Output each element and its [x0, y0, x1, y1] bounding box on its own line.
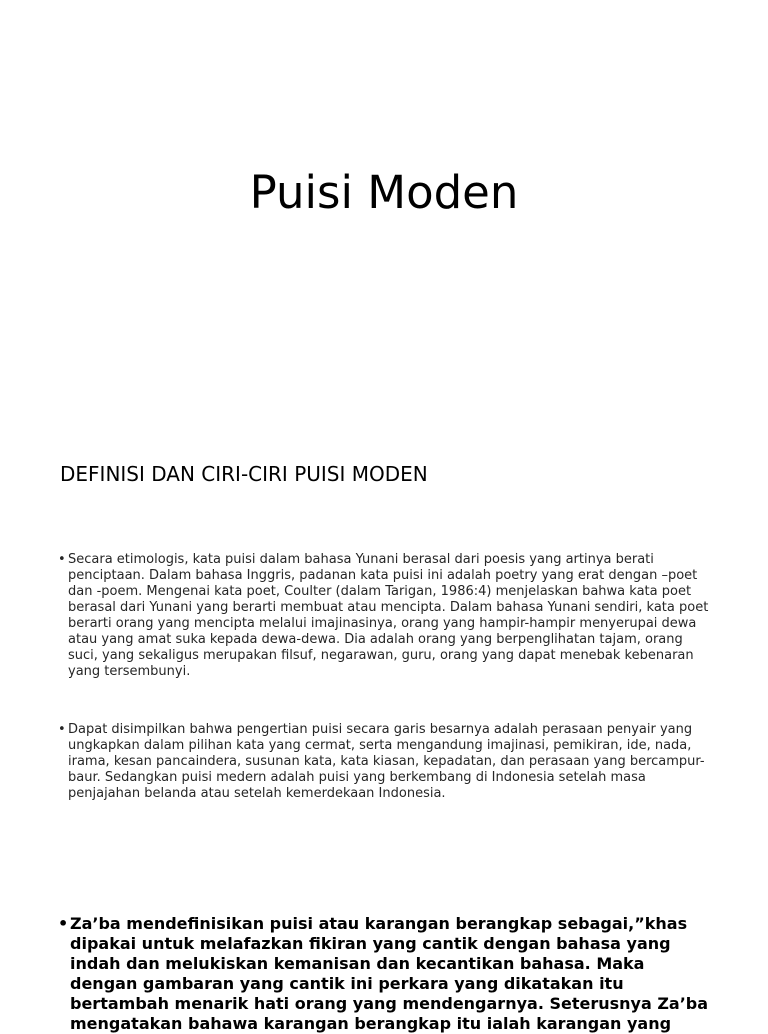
section-heading: DEFINISI DAN CIRI-CIRI PUISI MODEN [60, 462, 428, 486]
bullet-marker: • [58, 914, 69, 933]
bullet-item-etymology [58, 552, 710, 680]
bullet-text: Secara etimologis, kata puisi dalam bahasa Yunani berasal dari poesis yang artinya berati penciptaan. Dalam bahasa Inggris, padanan kata puisi ini adalah poetry yang erat dengan –poet dan -poem. Mengenai kata poet, Coulter (dalam Tarigan, 1986:4) menjelaskan bahwa kata poet berasal dari Yunani yang berarti membuat atau mencipta. Dalam bahasa Yunani sendiri, kata poet berarti orang yang mencipta melalui imajinasinya, orang yang hampir-hampir menyerupai dewa atau yang amat suka kepada dewa-dewa. Dia adalah orang yang berpenglihatan tajam, orang suci, yang sekaligus merupakan filsuf, negarawan, guru, orang yang dapat menebak kebenaran yang tersembunyi. [68, 552, 709, 679]
bullet-marker: • [58, 552, 66, 567]
bullet-item-zaba-definition [58, 914, 714, 1034]
bullet-item-conclusion [58, 722, 710, 802]
bullet-text: Dapat disimpilkan bahwa pengertian puisi secara garis besarnya adalah perasaan penyair yang ungkapkan dalam pilihan kata yang cermat, serta mengandung imajinasi, pemikiran, ide, nada, irama, kesan pancaindera, susunan kata, kata kiasan, kepadatan, dan perasaan yang bercampur-baur. Sedangkan puisi medern adalah puisi yang berkembang di Indonesia setelah masa penjajahan belanda atau setelah kemerdekaan Indonesia. [68, 722, 705, 801]
bullet-marker: • [58, 722, 66, 737]
slide-title: Puisi Moden [249, 166, 519, 219]
bullet-text: Za’ba mendefinisikan puisi atau karangan berangkap sebagai,”khas dipakai untuk melafazkan fikiran yang cantik dengan bahasa yang indah dan melukiskan kemanisan dan kecantikan bahasa. Maka dengan gambaran yang cantik ini perkara yang dikatakan itu bertambah menarik hati orang yang mendengarnya. Seterusnya Za’ba mengatakan bahawa karangan berangkap itu ialah karangan yang [70, 914, 709, 1033]
